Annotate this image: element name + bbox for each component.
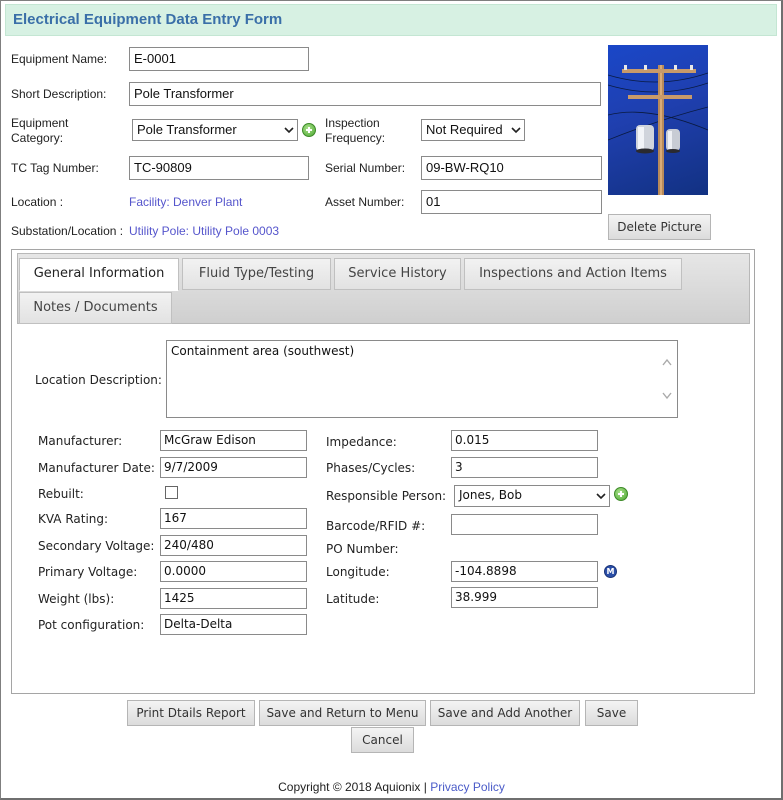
barcode-rfid-input[interactable] (451, 514, 598, 535)
copyright-text: Copyright © 2018 Aquionix | (278, 780, 431, 794)
primary-voltage-input[interactable]: 0.0000 (160, 561, 307, 582)
inspection-frequency-value: Not Required (426, 122, 503, 137)
add-person-icon[interactable] (614, 487, 628, 501)
secondary-voltage-label: Secondary Voltage: (38, 539, 155, 553)
chevron-down-icon (511, 125, 521, 135)
form-title-bar (5, 4, 777, 36)
phases-cycles-label: Phases/Cycles: (326, 461, 416, 475)
rebuilt-label: Rebuilt: (38, 487, 84, 501)
tab-general-information[interactable]: General Information (19, 258, 179, 291)
tc-tag-number-input[interactable]: TC-90809 (129, 156, 309, 180)
barcode-rfid-label: Barcode/RFID #: (326, 519, 426, 533)
utility-pole-image (608, 45, 708, 195)
save-add-another-button[interactable]: Save and Add Another (430, 700, 580, 726)
weight-label: Weight (lbs): (38, 592, 115, 606)
responsible-person-label: Responsible Person: (326, 489, 447, 503)
manufacturer-label: Manufacturer: (38, 434, 123, 448)
longitude-label: Longitude: (326, 565, 390, 579)
kva-rating-label: KVA Rating: (38, 512, 109, 526)
tab-fluid-type-testing[interactable]: Fluid Type/Testing (182, 258, 331, 290)
location-description-textarea[interactable] (166, 340, 678, 418)
asset-number-input[interactable]: 01 (421, 190, 602, 214)
location-label: Location : (11, 195, 64, 209)
location-description-value: Containment area (southwest) (171, 344, 355, 358)
chevron-down-icon (284, 125, 294, 135)
privacy-policy-link[interactable]: Privacy Policy (430, 780, 505, 794)
save-return-button[interactable]: Save and Return to Menu (259, 700, 426, 726)
responsible-person-select[interactable] (454, 485, 610, 507)
inspection-frequency-select[interactable] (421, 119, 525, 141)
equipment-category-value: Pole Transformer (137, 122, 237, 137)
primary-voltage-label: Primary Voltage: (38, 565, 138, 579)
tc-tag-number-label: TC Tag Number: (11, 161, 99, 175)
map-icon[interactable]: M (604, 565, 617, 578)
inspection-frequency-label: Inspection Frequency: (325, 116, 386, 145)
responsible-person-value: Jones, Bob (459, 488, 522, 502)
cancel-button[interactable]: Cancel (351, 727, 414, 753)
equipment-photo (608, 45, 708, 195)
tab-inspections-action-items[interactable]: Inspections and Action Items (464, 258, 682, 290)
secondary-voltage-input[interactable]: 240/480 (160, 535, 307, 556)
substation-location-link[interactable]: Utility Pole: Utility Pole 0003 (129, 224, 280, 238)
impedance-label: Impedance: (326, 435, 397, 449)
pot-configuration-label: Pot configuration: (38, 618, 145, 632)
pot-configuration-input[interactable]: Delta-Delta (160, 614, 307, 635)
equipment-category-select[interactable] (132, 119, 298, 141)
rebuilt-checkbox[interactable] (165, 486, 178, 499)
kva-rating-input[interactable]: 167 (160, 508, 307, 529)
serial-number-label: Serial Number: (325, 161, 406, 175)
manufacturer-input[interactable]: McGraw Edison (160, 430, 307, 451)
impedance-input[interactable]: 0.015 (451, 430, 598, 451)
serial-number-input[interactable]: 09-BW-RQ10 (421, 156, 602, 180)
weight-input[interactable]: 1425 (160, 588, 307, 609)
form-title: Electrical Equipment Data Entry Form (13, 11, 283, 28)
footer (0, 780, 783, 794)
equipment-name-label: Equipment Name: (11, 52, 108, 66)
short-description-input[interactable]: Pole Transformer (129, 82, 601, 106)
short-description-label: Short Description: (11, 87, 107, 101)
longitude-input[interactable]: -104.8898 (451, 561, 598, 582)
location-link[interactable]: Facility: Denver Plant (129, 195, 243, 209)
save-button[interactable]: Save (585, 700, 638, 726)
delete-picture-button[interactable]: Delete Picture (608, 214, 711, 240)
po-number-label: PO Number: (326, 542, 399, 556)
equipment-category-label: Equipment Category: (11, 116, 69, 145)
substation-location-label: Substation/Location : (11, 224, 124, 238)
tab-notes-documents[interactable]: Notes / Documents (19, 292, 172, 324)
phases-cycles-input[interactable]: 3 (451, 457, 598, 478)
print-details-report-button[interactable]: Print Dtails Report (127, 700, 255, 726)
scroll-down-icon[interactable] (662, 392, 672, 400)
manufacturer-date-input[interactable]: 9/7/2009 (160, 457, 307, 478)
add-category-icon[interactable] (302, 123, 316, 137)
latitude-input[interactable]: 38.999 (451, 587, 598, 608)
chevron-down-icon (596, 491, 606, 501)
asset-number-label: Asset Number: (325, 195, 405, 209)
latitude-label: Latitude: (326, 592, 380, 606)
manufacturer-date-label: Manufacturer Date: (38, 461, 155, 475)
location-description-label: Location Description: (35, 373, 162, 387)
equipment-name-input[interactable]: E-0001 (129, 47, 309, 71)
tab-service-history[interactable]: Service History (334, 258, 461, 290)
scroll-up-icon[interactable] (662, 358, 672, 366)
